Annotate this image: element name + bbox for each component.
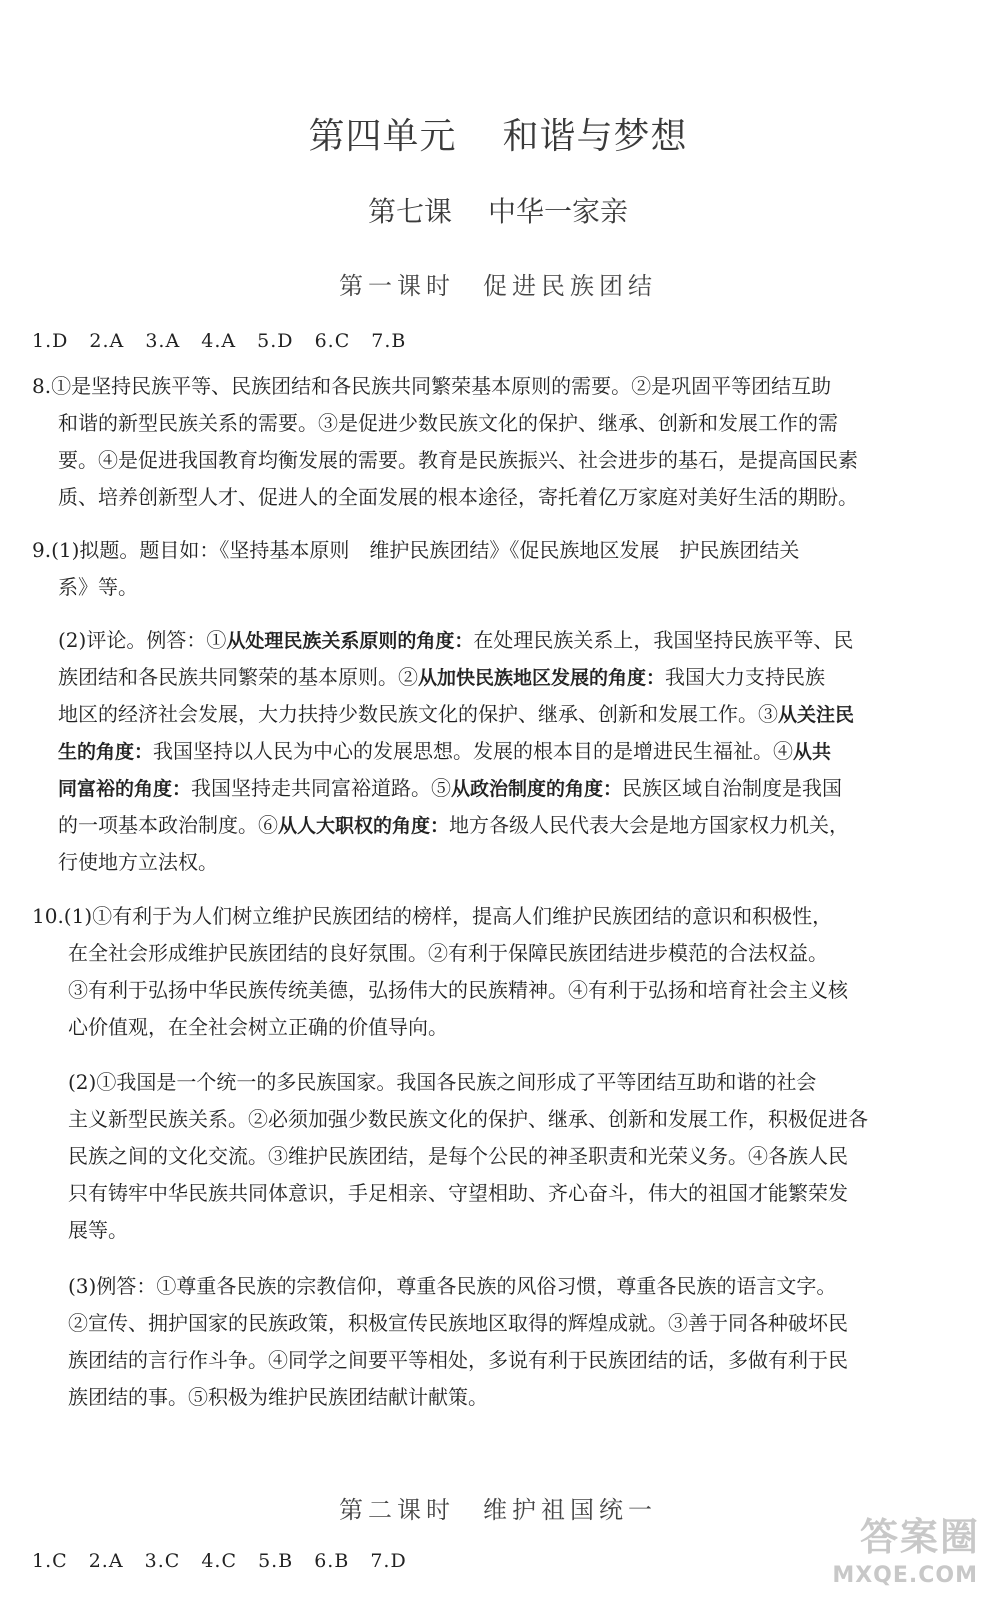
- text-line: 只有铸牢中华民族共同体意识，手足相亲、守望相助、齐心奋斗，伟大的祖国才能繁荣发: [68, 1181, 848, 1205]
- text-line: 民族之间的文化交流。③维护民族团结，是每个公民的神圣职责和光荣义务。④各族人民: [68, 1144, 848, 1168]
- text-line: 的一项基本政治制度。⑥从人大职权的角度：地方各级人民代表大会是地方国家权力机关，: [58, 813, 850, 837]
- text-line: ③有利于弘扬中华民族传统美德，弘扬伟大的民族精神。④有利于弘扬和培育社会主义核: [68, 978, 848, 1002]
- watermark: [812, 1502, 982, 1592]
- unit-name: 和谐与梦想: [502, 116, 688, 157]
- text-line: 族团结和各民族共同繁荣的基本原则。②从加快民族地区发展的角度：我国大力支持民族: [58, 665, 826, 689]
- text-line: 族团结的言行作斗争。④同学之间要平等相处，多说有利于民族团结的话，多做有利于民: [68, 1348, 848, 1372]
- lesson-number: 第七课: [367, 195, 452, 228]
- text-line: ②宣传、拥护国家的民族政策，积极宣传民族地区取得的辉煌成就。③善于同各种破坏民: [68, 1311, 848, 1335]
- answer-item: 2.A: [88, 1550, 124, 1572]
- question-10-part1-answer: [32, 898, 952, 1046]
- watermark-url: MXQE.COM: [832, 1563, 978, 1588]
- text-line: 要。④是促进我国教育均衡发展的需要。教育是民族振兴、社会进步的基石，是提高国民素: [58, 448, 858, 472]
- unit-title: [0, 108, 996, 159]
- text-line: 族团结的事。⑤积极为维护民族团结献计献策。: [68, 1385, 488, 1409]
- period1-name: 促进民族团结: [483, 272, 657, 300]
- text-line: 系》等。: [58, 575, 138, 599]
- period1-number: 第一课时: [339, 272, 455, 300]
- text-line: 主义新型民族关系。②必须加强少数民族文化的保护、继承、创新和发展工作，积极促进各: [68, 1107, 868, 1131]
- answer-item: 3.C: [144, 1550, 181, 1572]
- text-line: (2)评论。例答：①从处理民族关系原则的角度：在处理民族关系上，我国坚持民族平等、民: [58, 628, 854, 652]
- answer-item: 6.C: [314, 330, 351, 352]
- text-line: 质、培养创新型人才、促进人的全面发展的根本途径，寄托着亿万家庭对美好生活的期盼。: [58, 485, 858, 509]
- text-line: 和谐的新型民族关系的需要。③是促进少数民族文化的保护、继承、创新和发展工作的需: [58, 411, 838, 435]
- text-line: (3)例答：①尊重各民族的宗教信仰，尊重各民族的风俗习惯，尊重各民族的语言文字。: [68, 1274, 837, 1298]
- text-line: 地区的经济社会发展，大力扶持少数民族文化的保护、继承、创新和发展工作。③从关注民: [58, 702, 855, 726]
- text-line: 10.(1)①有利于为人们树立维护民族团结的榜样，提高人们维护民族团结的意识和积极性，: [32, 904, 833, 928]
- question-9-part1-answer: [32, 532, 952, 606]
- answer-item: 7.D: [370, 1550, 407, 1572]
- text-line: 心价值观，在全社会树立正确的价值导向。: [68, 1015, 448, 1039]
- lesson-title: [0, 190, 996, 230]
- watermark-logo: 答案圈: [859, 1515, 980, 1559]
- text-line: 同富裕的角度：我国坚持走共同富裕道路。⑤从政治制度的角度：民族区域自治制度是我国: [58, 776, 843, 800]
- text-line: 行使地方立法权。: [58, 850, 218, 874]
- unit-number: 第四单元: [308, 116, 457, 157]
- question-9-part2-answer: [32, 622, 952, 881]
- answer-item: 1.D: [32, 330, 69, 352]
- period2-number: 第二课时: [339, 1496, 455, 1524]
- answer-item: 5.D: [257, 330, 294, 352]
- lesson-name: 中华一家亲: [488, 195, 629, 228]
- question-8-answer: [32, 368, 952, 516]
- period2-name: 维护祖国统一: [483, 1496, 657, 1524]
- answer-item: 2.A: [89, 330, 125, 352]
- question-10-part2-answer: [32, 1064, 952, 1249]
- period1-choice-answers: [32, 330, 420, 352]
- period1-title: [0, 266, 996, 301]
- answer-item: 6.B: [314, 1550, 350, 1572]
- question-10-part3-answer: [32, 1268, 952, 1416]
- answer-item: 5.B: [258, 1550, 294, 1572]
- text-line: 展等。: [68, 1218, 128, 1242]
- answer-item: 7.B: [371, 330, 407, 352]
- text-line: 在全社会形成维护民族团结的良好氛围。②有利于保障民族团结进步模范的合法权益。: [68, 941, 828, 965]
- text-line: 9.(1)拟题。题目如：《坚持基本原则 维护民族团结》《促民族地区发展 护民族团结关: [32, 538, 800, 562]
- text-line: 8.①是坚持民族平等、民族团结和各民族共同繁荣基本原则的需要。②是巩固平等团结互助: [32, 374, 832, 398]
- answer-item: 4.C: [201, 1550, 238, 1572]
- answer-item: 4.A: [201, 330, 237, 352]
- text-line: 生的角度：我国坚持以人民为中心的发展思想。发展的根本目的是增进民生福祉。④从共: [58, 739, 832, 763]
- answer-item: 3.A: [145, 330, 181, 352]
- answer-item: 1.C: [32, 1550, 68, 1572]
- period2-choice-answers: [32, 1550, 421, 1572]
- text-line: (2)①我国是一个统一的多民族国家。我国各民族之间形成了平等团结互助和谐的社会: [68, 1070, 817, 1094]
